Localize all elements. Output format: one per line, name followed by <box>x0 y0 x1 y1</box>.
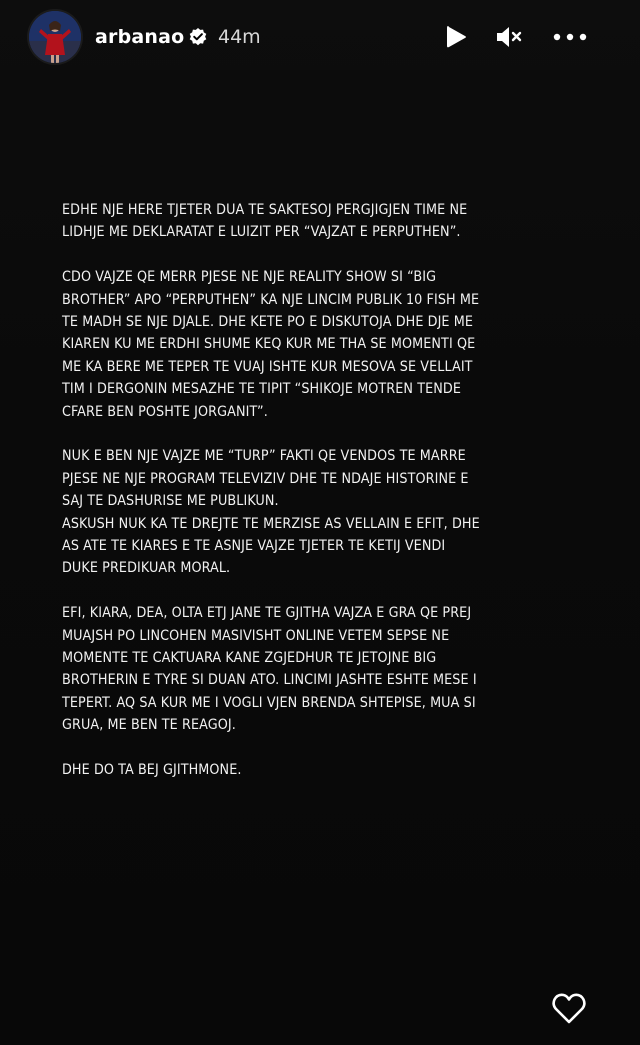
username[interactable]: arbanao <box>95 26 185 48</box>
play-button[interactable] <box>440 22 470 52</box>
story-paragraph-3: NUK E BEN NJE VAJZE ME “TURP” FAKTI QE VENDOS TE MARRE PJESE NE NJE PROGRAM TELEVIZIV DHE TE NDAJE HISTORINE E SAJ TE DASHURISE ME PUBLIKUN. ASKUSH NUK KA TE DREJTE TE MERZISE AS VELLAIN E EFIT, DHE AS ATE TE KIARES E TE ASNJE VAJZE TJETER TE KETIJ VENDI DUKE PREDIKUAR MORAL. <box>62 448 480 577</box>
story-paragraph-4: EFI, KIARA, DEA, OLTA ETJ JANE TE GJITHA VAJZA E GRA QE PREJ MUAJSH PO LINCOHEN MASIVISHT ONLINE VETEM SEPSE NE MOMENTE TE CAKTUARA KANE ZGJEDHUR TE JETOJNE BIG BROTHERIN E TYRE SI DUAN ATO. LINCIMI JASHTE ESHTE MESE I TEPERT. AQ SA KUR ME I VOGLI VJEN BRENDA SHTEPISE, MUA SI GRUA, ME BEN TE REAGOJ. <box>62 605 477 734</box>
like-button[interactable] <box>549 988 589 1028</box>
mute-button[interactable] <box>494 22 524 52</box>
post-timestamp: 44m <box>218 26 261 48</box>
story-paragraph-5: DHE DO TA BEJ GJITHMONE. <box>62 762 242 779</box>
story-paragraph-2: CDO VAJZE QE MERR PJESE NE NJE REALITY SHOW SI “BIG BROTHER” APO “PERPUTHEN” KA NJE LINCIM PUBLIK 10 FISH ME TE MADH SE NJE DJALE. DHE KETE PO E DISKUTOJA DHE DJE ME KIAREN KU ME ERDHI SHUME KEQ KUR ME THA SE MOMENTI QE ME KA BERE ME TEPER TE VUAJ ISHTE KUR MESOVA SE VELLAIT TIM I DERGONIN MESAZHE TE TIPIT “SHIKOJE MOTREN TENDE CFARE BEN POSHTE JORGANIT”. <box>62 269 480 420</box>
more-options-button[interactable] <box>550 22 590 52</box>
story-header <box>0 0 640 76</box>
heart-outline-icon <box>549 988 589 1028</box>
story-text-block <box>62 199 582 804</box>
story-paragraph-1: EDHE NJE HERE TJETER DUA TE SAKTESOJ PERGJIGJEN TIME NE LIDHJE ME DEKLARATAT E LUIZIT PER “VAJZAT E PERPUTHEN”. <box>62 202 468 241</box>
muted-speaker-icon <box>494 22 524 52</box>
verified-badge-icon <box>188 27 208 47</box>
play-icon <box>440 22 470 52</box>
profile-avatar[interactable] <box>29 11 81 63</box>
more-options-icon <box>550 22 590 52</box>
